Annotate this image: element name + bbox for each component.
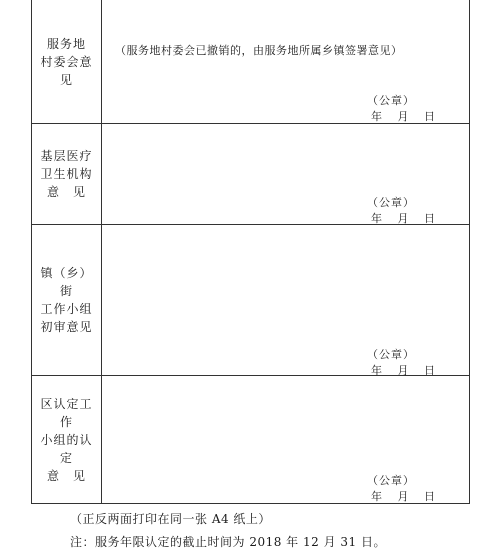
primary-health-institution-label: 基层医疗 卫生机构 意 见	[40, 149, 93, 199]
village-committee-row	[32, 0, 469, 124]
village-committee-opinion-area[interactable]	[102, 0, 469, 123]
deadline-note: 注：服务年限认定的截止时间为 2018 年 12 月 31 日。	[70, 535, 386, 549]
township-working-group-row	[32, 225, 469, 376]
opinion-form-table	[31, 0, 470, 504]
official-seal-label: （公章）	[367, 348, 415, 361]
date-line: 年 月 日	[371, 490, 437, 503]
district-working-group-row	[32, 376, 469, 504]
township-working-group-opinion-area[interactable]	[102, 225, 469, 375]
row-label-cell	[32, 0, 102, 123]
date-line: 年 月 日	[371, 364, 437, 377]
village-committee-label: 服务地 村委会意见	[40, 36, 93, 87]
primary-health-institution-opinion-area[interactable]	[102, 124, 469, 224]
row-label-cell	[32, 225, 102, 375]
date-line: 年 月 日	[371, 212, 437, 225]
row-label-cell	[32, 376, 102, 503]
official-seal-label: （公章）	[367, 94, 415, 107]
primary-health-institution-row	[32, 124, 469, 225]
township-working-group-label: 镇（乡）街 工作小组 初审意见	[40, 266, 93, 334]
official-seal-label: （公章）	[367, 196, 415, 209]
district-working-group-opinion-area[interactable]	[102, 376, 469, 503]
row-label-cell	[32, 124, 102, 224]
district-working-group-label: 区认定工作 小组的认定 意 见	[40, 396, 93, 483]
revoked-committee-note: （服务地村委会已撤销的，由服务地所属乡镇签署意见）	[115, 44, 403, 57]
print-instruction: （正反两面打印在同一张 A4 纸上）	[70, 512, 271, 526]
date-line: 年 月 日	[371, 110, 437, 123]
official-seal-label: （公章）	[367, 474, 415, 487]
